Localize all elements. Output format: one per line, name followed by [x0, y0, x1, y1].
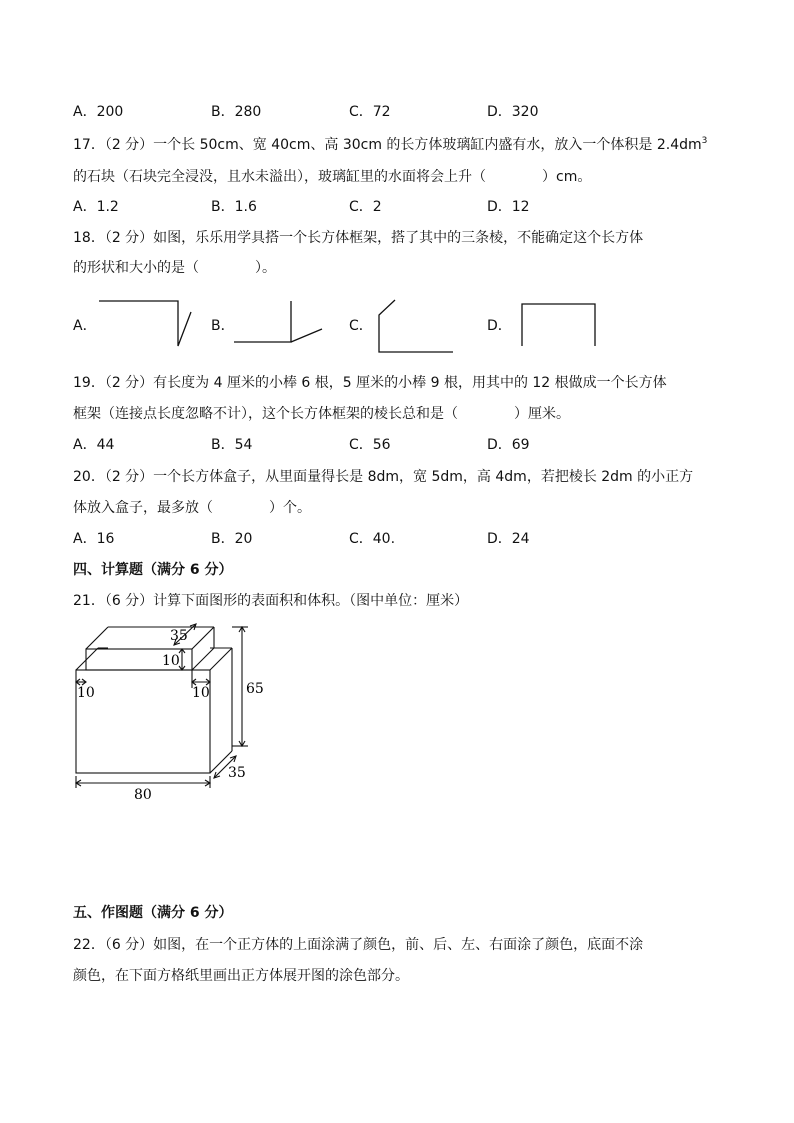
q22-stem-line2: 颜色，在下面方格纸里画出正方体展开图的涂色部分。	[73, 968, 409, 984]
q17-option-d: D．12	[487, 199, 530, 215]
q18-label-d: D．	[487, 318, 512, 334]
q19-option-d: D．69	[487, 437, 530, 453]
q17-superscript: 3	[701, 136, 708, 146]
q19-stem-line1: 19．（2 分）有长度为 4 厘米的小棒 6 根，5 厘米的小棒 9 根，用其中的 12 根做成一个长方体	[73, 375, 667, 391]
q21-label-depth: 35	[228, 765, 246, 781]
q21-label-right-gap: 10	[192, 685, 210, 701]
q20-option-a: A．16	[73, 531, 115, 547]
q21-label-width: 80	[134, 787, 152, 803]
q19-option-b: B．54	[211, 437, 253, 453]
q17-stem-line2: 的石块（石块完全浸没，且水未溢出），玻璃缸里的水面将会上升（ ）cm。	[73, 169, 592, 185]
q21-label-top-depth: 35	[170, 628, 188, 644]
q20-stem-line1: 20．（2 分）一个长方体盒子，从里面量得长是 8dm，宽 5dm，高 4dm，若把棱长 2dm 的小正方	[73, 469, 694, 485]
q16-option-c: C．72	[349, 104, 391, 120]
q20-stem-line2: 体放入盒子，最多放（ ）个。	[73, 500, 311, 516]
q18-figure-b	[230, 298, 330, 354]
q17-stem-line1	[73, 136, 707, 154]
q21-label-top-height: 10	[162, 653, 180, 669]
q18-figure-c	[373, 296, 463, 356]
q19-option-a: A．44	[73, 437, 115, 453]
q17-option-c: C．2	[349, 199, 382, 215]
q18-label-b: B．	[211, 318, 235, 334]
q18-label-a: A．	[73, 318, 97, 334]
section-5-title: 五、作图题（满分 6 分）	[73, 905, 233, 921]
section-4-title: 四、计算题（满分 6 分）	[73, 562, 233, 578]
q21-label-left-gap: 10	[77, 685, 95, 701]
q17-stem-text: 17．（2 分）一个长 50cm、宽 40cm、高 30cm 的长方体玻璃缸内盛有水，放入一个体积是 2.4dm	[73, 137, 702, 153]
q20-option-d: D．24	[487, 531, 530, 547]
q18-figure-a	[95, 298, 195, 354]
q18-label-c: C．	[349, 318, 373, 334]
q21-figure	[70, 618, 290, 803]
q17-option-a: A．1.2	[73, 199, 119, 215]
q19-option-c: C．56	[349, 437, 391, 453]
q16-option-b: B．280	[211, 104, 262, 120]
q20-option-b: B．20	[211, 531, 253, 547]
q18-figure-d	[515, 300, 605, 350]
q18-stem-line2: 的形状和大小的是（ ）。	[73, 260, 276, 276]
q20-option-c: C．40.	[349, 531, 396, 547]
q21-label-height: 65	[246, 681, 264, 697]
q17-option-b: B．1.6	[211, 199, 257, 215]
q18-stem-line1: 18．（2 分）如图，乐乐用学具搭一个长方体框架，搭了其中的三条棱，不能确定这个长方体	[73, 230, 644, 246]
q21-stem: 21．（6 分）计算下面图形的表面积和体积。（图中单位：厘米）	[73, 593, 469, 609]
q16-option-a: A．200	[73, 104, 124, 120]
q16-option-d: D．320	[487, 104, 539, 120]
q19-stem-line2: 框架（连接点长度忽略不计），这个长方体框架的棱长总和是（ ）厘米。	[73, 406, 570, 422]
q22-stem-line1: 22．（6 分）如图，在一个正方体的上面涂满了颜色，前、后、左、右面涂了颜色，底面不涂	[73, 937, 644, 953]
